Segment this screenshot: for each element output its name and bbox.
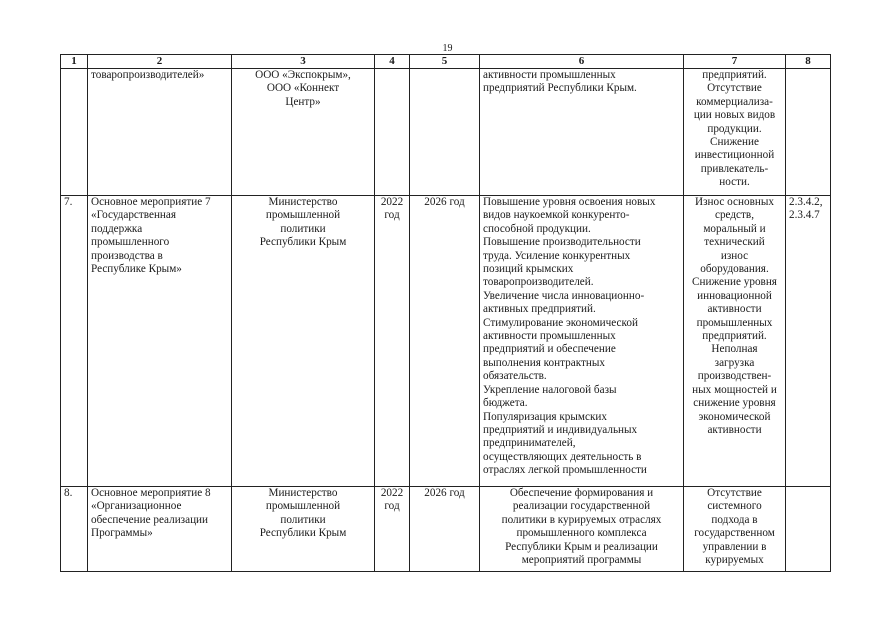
column-header: 1: [61, 55, 88, 69]
column-header: 6: [480, 55, 684, 69]
indicators: [786, 69, 831, 196]
end-year: 2026 год: [410, 487, 480, 572]
column-header: 2: [88, 55, 232, 69]
risks-cell: [684, 487, 786, 572]
risks: Износ основных средств, моральный и технический износ оборудования. Снижение уровня инновационной активности промышленных предприятий. Неполная загрузка производствен- ных мощностей и снижение уровня экономической активности: [684, 196, 786, 487]
executor: Министерство промышленной политики Республики Крым: [232, 196, 375, 487]
end-year: 2026 год: [410, 196, 480, 487]
table-row: [61, 69, 831, 196]
activity-name: товаропроизводителей»: [88, 69, 232, 196]
expected-result-cell: [480, 196, 684, 487]
risks: Отсутствие системного подхода в государственном управлении в курируемых: [694, 487, 775, 567]
risks: предприятий. Отсутствие коммерциализа- ции новых видов продукции. Снижение инвестиционной привлекатель- ности.: [684, 69, 786, 196]
page-number: 19: [442, 43, 453, 54]
activity-name: Основное мероприятие 7 «Государственная поддержка промышленного производства в Республике Крым»: [88, 196, 232, 487]
table-header-row: [61, 55, 831, 69]
column-header: 8: [786, 55, 831, 69]
table-row: [61, 487, 831, 572]
column-header: 7: [684, 55, 786, 69]
table-row: [61, 196, 831, 487]
expected-result-cell: [480, 487, 684, 572]
row-number: 8.: [61, 487, 88, 572]
row-number: [61, 69, 88, 196]
row-number: 7.: [61, 196, 88, 487]
program-activities-table: [60, 54, 831, 572]
expected-result: Повышение уровня освоения новых видов наукоемкой конкуренто- способной продукции. Повышение производительности труда. Усиление конкурентных позиций крымских товаропроизводителей. Увеличение числа инновационно- активных предприятий. Стимулирование экономической активности промышленных предприятий и обеспечение выполнения контрактных обязательств. Укрепление налоговой базы бюджета. Популяризация крымских предприятий и индивидуальных предпринимателей, осуществляющих деятельность в отраслях легкой промышленности: [483, 196, 656, 477]
column-header: 5: [410, 55, 480, 69]
start-year: 2022 год: [375, 196, 410, 487]
activity-name: Основное мероприятие 8 «Организационное обеспечение реализации Программы»: [88, 487, 232, 572]
expected-result: Обеспечение формирования и реализации государственной политики в курируемых отраслях промышленного комплекса Республики Крым и реализации мероприятий программы: [501, 487, 662, 567]
column-header: 4: [375, 55, 410, 69]
indicators: 2.3.4.2, 2.3.4.7: [786, 196, 831, 487]
expected-result: активности промышленных предприятий Республики Крым.: [480, 69, 684, 196]
column-header: 3: [232, 55, 375, 69]
executor: Министерство промышленной политики Республики Крым: [232, 487, 375, 572]
indicators: [786, 487, 831, 572]
start-year: [375, 69, 410, 196]
end-year: [410, 69, 480, 196]
executor: ООО «Экспокрым», ООО «Коннект Центр»: [232, 69, 375, 196]
start-year: 2022 год: [375, 487, 410, 572]
